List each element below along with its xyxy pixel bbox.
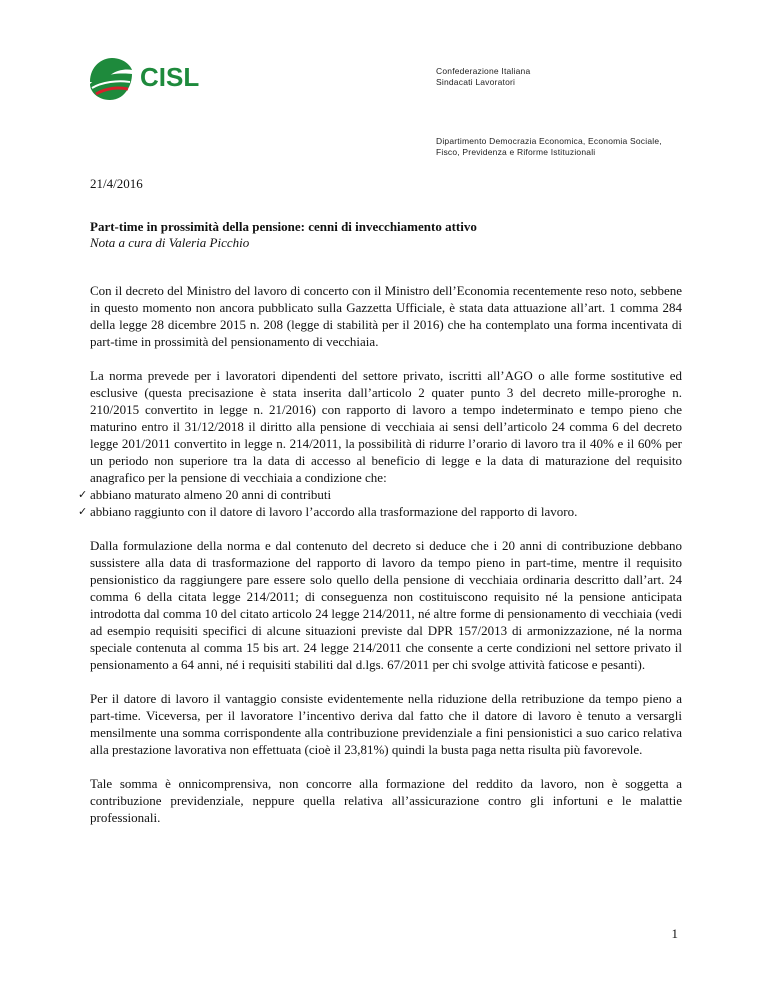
org-line-1: Confederazione Italiana [436, 66, 531, 76]
checkmark-icon: ✓ [78, 505, 88, 518]
department-name [436, 136, 662, 158]
document-subtitle: Nota a cura di Valeria Picchio [90, 235, 250, 250]
condition-item [78, 503, 682, 520]
conditions-list [78, 486, 682, 520]
paragraph-4: Per il datore di lavoro il vantaggio consiste evidentemente nella riduzione della retribuzione da tempo pieno a part-time. Viceversa, per il lavoratore l’incentivo deriva dal fatto che il datore di lavoro è tenuto a versargli mensilmente una somma corrispondente alla contribuzione previdenziale a fini pensionistici a suo carico relativa alla prestazione lavorativa non effettuata (cioè il 23,81%) quindi la busta paga netta risulta più favorevole. [90, 691, 682, 757]
paragraph-3: Dalla formulazione della norma e dal contenuto del decreto si deduce che i 20 anni di contribuzione debbano sussistere alla data di trasformazione del rapporto di lavoro da tempo pieno in part-time, mentre il requisito pensionistico da raggiungere pare essere solo quello della pensione di vecchiaia ordinaria descritto dall’art. 24 comma 6 della citata legge 214/2011; di conseguenza non costituiscono requisito né la pensione anticipata introdotta dal comma 10 del citato articolo 24 legge 214/2011, né altre forme di pensionamento di vecchiaia (vedi ad esempio requisiti specifici di alcune situazioni previste dal DPR 157/2013 di armonizzazione, né la norma speciale contenuta al comma 15 bis art. 24 legge 214/2011 che consente a certe condizioni nel settore privato il pensionamento a 64 anni, né i requisiti stabiliti dal d.lgs. 67/2011 per chi svolge attività faticose e pesanti). [90, 538, 682, 672]
cisl-logo [88, 56, 228, 104]
page-number: 1 [671, 926, 678, 941]
title-block [90, 219, 682, 251]
dept-line-1: Dipartimento Democrazia Economica, Economia Sociale, [436, 136, 662, 146]
checkmark-icon: ✓ [78, 488, 88, 501]
document-body [78, 282, 682, 843]
logo-wordmark: CISL [140, 62, 200, 92]
paragraph-2: La norma prevede per i lavoratori dipendenti del settore privato, iscritti all’AGO o alle forme sostitutive ed esclusive (questa precisazione è stata inserita dall’articolo 2 quater punto 3 del decreto mille-proroghe n. 210/2015 convertito in legge n. 21/2016) con rapporto di lavoro a tempo indeterminato e tempo pieno che maturino entro il 31/12/2018 il diritto alla pensione di vecchiaia ai sensi dell’articolo 24 comma 6 del decreto legge 201/2011 convertito in legge n. 214/2011, la possibilità di ridurre l’orario di lavoro tra il 40% e il 60% per un periodo non superiore tra la data di accesso al beneficio di legge e la data di maturazione del requisito anagrafico per la pensione di vecchiaia a condizione che: [90, 368, 682, 485]
organization-name [436, 66, 530, 88]
cisl-logo-mark [88, 56, 228, 104]
paragraph-1: Con il decreto del Ministro del lavoro di concerto con il Ministro dell’Economia recentemente reso noto, sebbene in questo momento non ancora pubblicato sulla Gazzetta Ufficiale, è stata data attuazione all’art. 1 comma 284 della legge 28 dicembre 2015 n. 208 (legge di stabilità per il 2016) che ha contemplato una forma incentivata di part-time in prossimità del pensionamento di vecchiaia. [90, 283, 682, 349]
org-line-2: Sindacati Lavoratori [436, 77, 516, 87]
condition-text: abbiano raggiunto con il datore di lavoro l’accordo alla trasformazione del rapporto di lavoro. [90, 504, 578, 519]
condition-text: abbiano maturato almeno 20 anni di contributi [90, 487, 332, 502]
document-date: 21/4/2016 [90, 176, 143, 191]
dept-line-2: Fisco, Previdenza e Riforme Istituzionali [436, 147, 596, 157]
paragraph-5: Tale somma è onnicomprensiva, non concorre alla formazione del reddito da lavoro, non è soggetta a contribuzione previdenziale, neppure quella relativa all’assicurazione contro gli infortuni e le malattie professionali. [90, 776, 682, 825]
condition-item [78, 486, 682, 503]
document-title: Part-time in prossimità della pensione: cenni di invecchiamento attivo [90, 219, 477, 234]
